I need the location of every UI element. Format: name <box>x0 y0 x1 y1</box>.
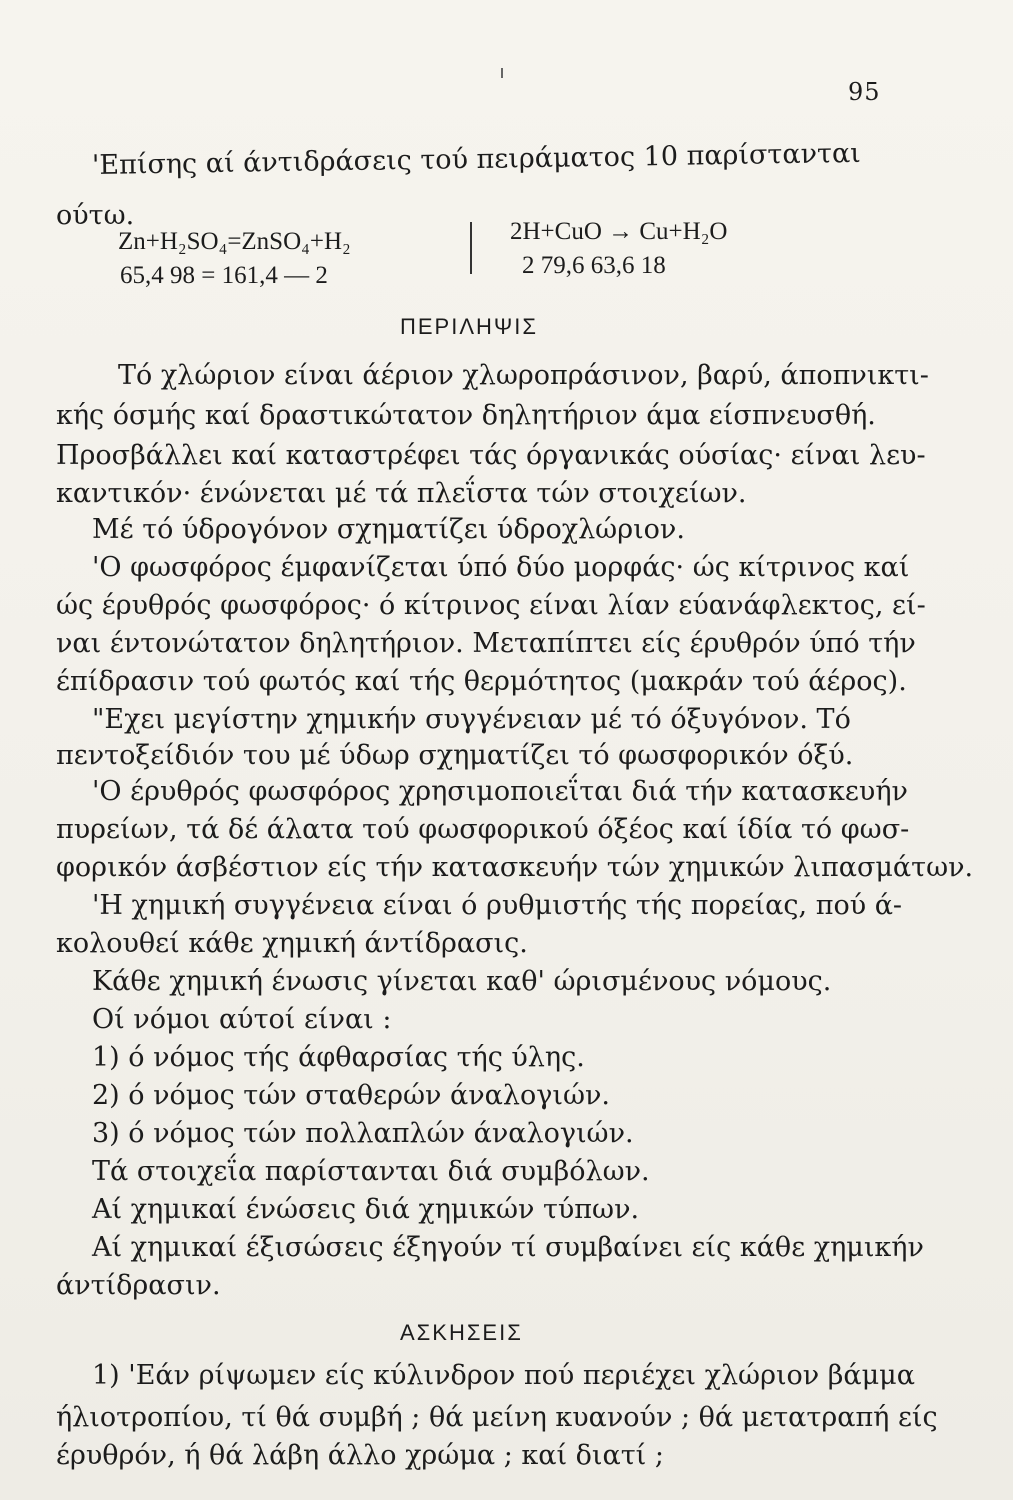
page-number: 95 <box>848 78 881 106</box>
summary-line: Τά στοιχεΐα παρίστανται διά συμβόλων. <box>92 1156 650 1187</box>
summary-line: Μέ τό ύδρογόνον σχηματίζει ύδροχλώριον. <box>92 514 685 545</box>
exercise-line: ήλιοτροπίου, τί θά συμβή ; θά μείνη κυανούν ; θά μετατραπή είς <box>56 1402 938 1433</box>
exercises-heading: ΑΣΚΗΣΕΙΣ <box>400 1320 523 1345</box>
summary-line: καντικόν· ένώνεται μέ τά πλεΐστα τών στοιχείων. <box>56 478 747 509</box>
summary-line: Κάθε χημική ένωσις γίνεται καθ' ώρισμένους νόμους. <box>92 966 832 997</box>
summary-line: "Εχει μεγίστην χημικήν συγγένειαν μέ τό όξυγόνον. Τό <box>92 704 851 735</box>
summary-line: Οί νόμοι αύτοί είναι : <box>92 1004 392 1035</box>
summary-line: 3) ό νόμος τών πολλαπλών άναλογιών. <box>92 1118 634 1149</box>
summary-heading: ΠΕΡΙΛΗΨΙΣ <box>400 314 539 339</box>
summary-line: φορικόν άσβέστιον είς τήν κατασκευήν τών χημικών λιπασμάτων. <box>56 852 974 883</box>
summary-line: Προσβάλλει καί καταστρέφει τάς όργανικάς ούσίας· είναι λευ- <box>56 440 926 471</box>
summary-line: κολουθεί κάθε χημική άντίδρασις. <box>56 928 528 959</box>
summary-line: έπίδρασιν τού φωτός καί τής θερμότητος (μακράν τού άέρος). <box>56 666 907 697</box>
summary-line: 2) ό νόμος τών σταθερών άναλογιών. <box>92 1080 610 1111</box>
equation-copper-formula: 2H+CuO → Cu+H₂O <box>510 218 728 245</box>
summary-line: κής όσμής καί δραστικώτατον δηλητήριον άμα είσπνευσθή. <box>56 400 876 431</box>
equation-zinc-formula: Zn+H₂SO₄=ZnSO₄+H₂ <box>118 228 351 255</box>
page-crop-mark <box>501 68 503 78</box>
summary-line: Τό χλώριον είναι άέριον χλωροπράσινον, βαρύ, άποπνικτι- <box>118 360 929 391</box>
summary-line: ώς έρυθρός φωσφόρος· ό κίτρινος είναι λίαν εύανάφλεκτος, εί- <box>56 590 926 621</box>
summary-line: 1) ό νόμος τής άφθαρσίας τής ύλης. <box>92 1042 585 1073</box>
summary-line: 'Η χημική συγγένεια είναι ό ρυθμιστής τής πορείας, πού ά- <box>92 890 903 921</box>
exercise-line: έρυθρόν, ή θά λάβη άλλο χρώμα ; καί διατί ; <box>56 1440 664 1471</box>
summary-line: 'Ο έρυθρός φωσφόρος χρησιμοποιεΐται διά τήν κατασκευήν <box>92 776 908 807</box>
intro-line-1: 'Επίσης αί άντιδράσεις τού πειράματος 10 παρίστανται <box>91 137 862 181</box>
summary-line: πυρείων, τά δέ άλατα τού φωσφορικού όξέος καί ίδία τό φωσ- <box>56 814 910 845</box>
summary-line: ναι έντονώτατον δηλητήριον. Μεταπίπτει είς έρυθρόν ύπό τήν <box>56 628 916 659</box>
summary-line: πεντοξείδιόν του μέ ύδωρ σχηματίζει τό φωσφορικόν όξύ. <box>56 740 854 771</box>
summary-line: Αί χημικαί ένώσεις διά χημικών τύπων. <box>92 1194 640 1225</box>
equation-zinc-values: 65,4 98 = 161,4 — 2 <box>120 262 328 289</box>
summary-line: άντίδρασιν. <box>56 1270 221 1301</box>
intro-line-2: ούτω. <box>56 200 135 231</box>
summary-line: Αί χημικαί έξισώσεις έξηγούν τί συμβαίνει είς κάθε χημικήν <box>92 1232 924 1263</box>
equation-divider <box>470 222 472 274</box>
equation-copper-values: 2 79,6 63,6 18 <box>522 252 666 279</box>
exercise-line: 1) 'Εάν ρίψωμεν είς κύλινδρον πού περιέχει χλώριον βάμμα <box>92 1360 915 1391</box>
summary-line: 'Ο φωσφόρος έμφανίζεται ύπό δύο μορφάς· ώς κίτρινος καί <box>92 552 910 583</box>
